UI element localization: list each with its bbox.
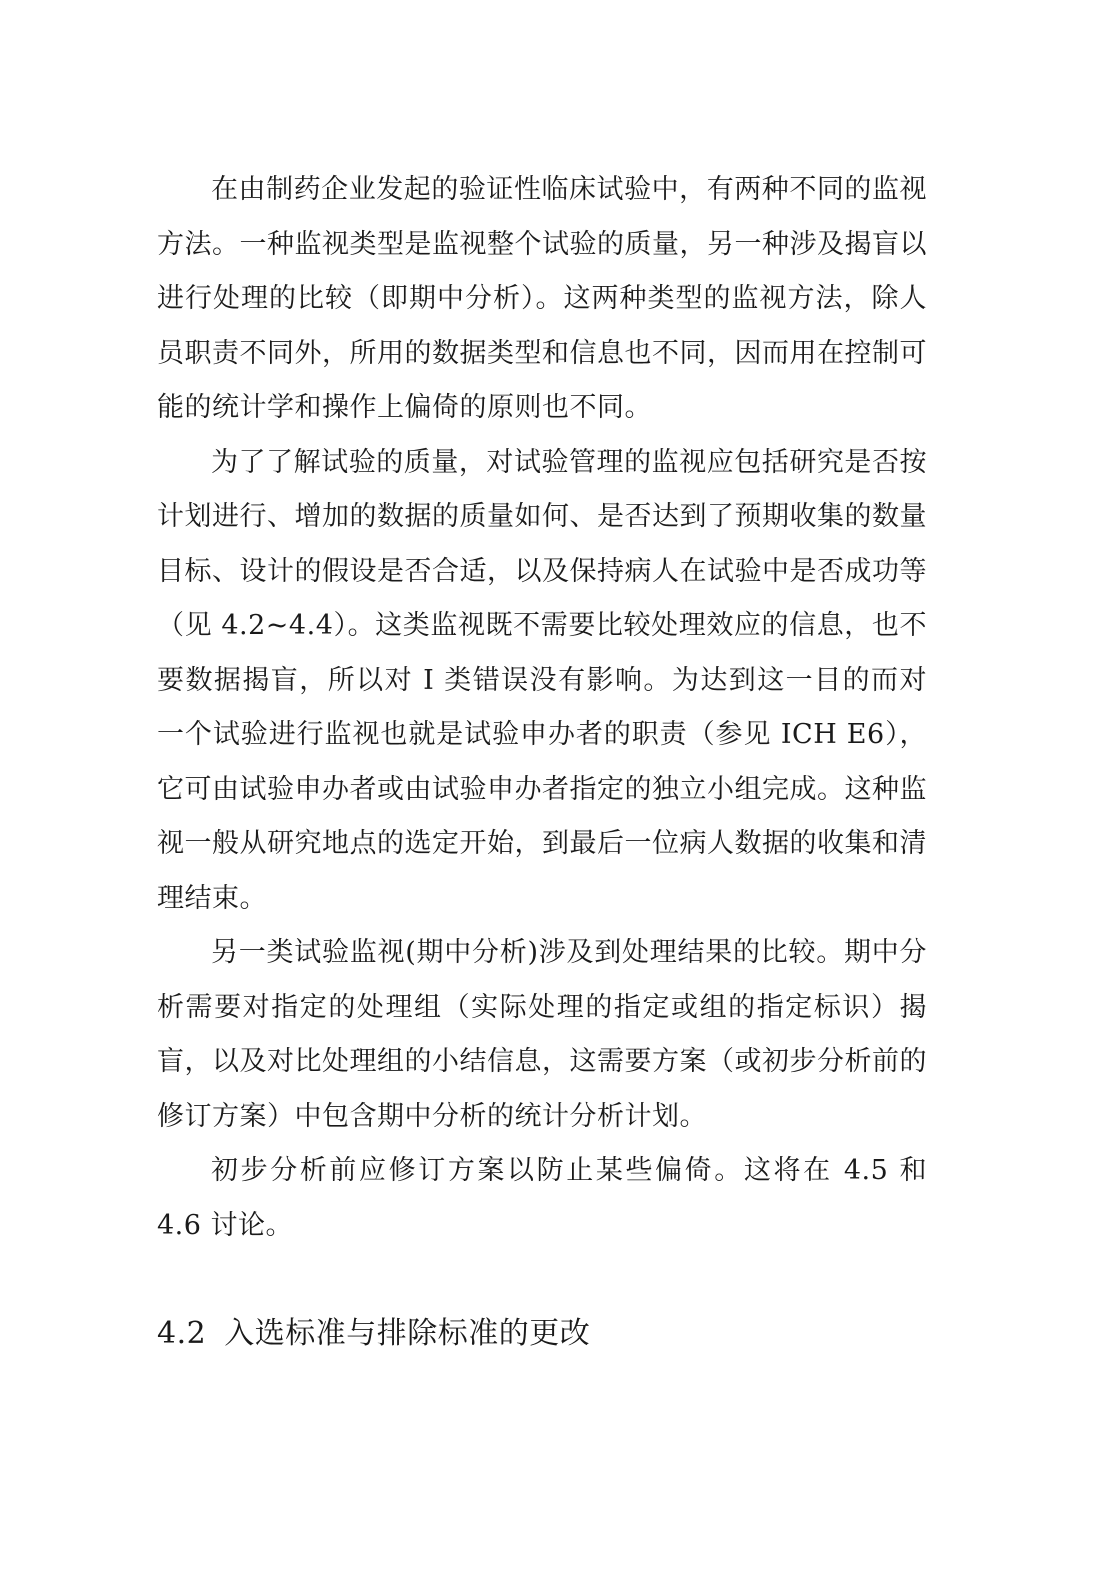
document-body (157, 163, 927, 1361)
section-heading (157, 1307, 927, 1361)
paragraph-monitoring-types: 在由制药企业发起的验证性临床试验中，有两种不同的监视方法。一种监视类型是监视整个试验的质量，另一种涉及揭盲以进行处理的比较（即期中分析）。这两种类型的监视方法，除人员职责不同外，所用的数据类型和信息也不同，因而用在控制可能的统计学和操作上偏倚的原则也不同。 (157, 174, 927, 423)
section-title: 入选标准与排除标准的更改 (224, 1316, 591, 1351)
section-number: 4.2 (157, 1316, 207, 1351)
paragraph-protocol-amendment: 初步分析前应修订方案以防止某些偏倚。这将在 4.5 和 4.6 讨论。 (157, 1155, 927, 1241)
paragraph-trial-quality-monitoring: 为了了解试验的质量，对试验管理的监视应包括研究是否按计划进行、增加的数据的质量如何、是否达到了预期收集的数量目标、设计的假设是否合适，以及保持病人在试验中是否成功等（见 4.2~4.4）。这类监视既不需要比较处理效应的信息，也不要数据揭盲，所以对 I 类错误没有影响。为达到这一目的而对一个试验进行监视也就是试验申办者的职责（参见 ICH E6），它可由试验申办者或由试验申办者指定的独立小组完成。这种监视一般从研究地点的选定开始，到最后一位病人数据的收集和清理结束。 (157, 446, 927, 914)
paragraph-interim-analysis: 另一类试验监视(期中分析)涉及到处理结果的比较。期中分析需要对指定的处理组（实际处理的指定或组的指定标识）揭盲，以及对比处理组的小结信息，这需要方案（或初步分析前的修订方案）中包含期中分析的统计分析计划。 (157, 937, 927, 1132)
